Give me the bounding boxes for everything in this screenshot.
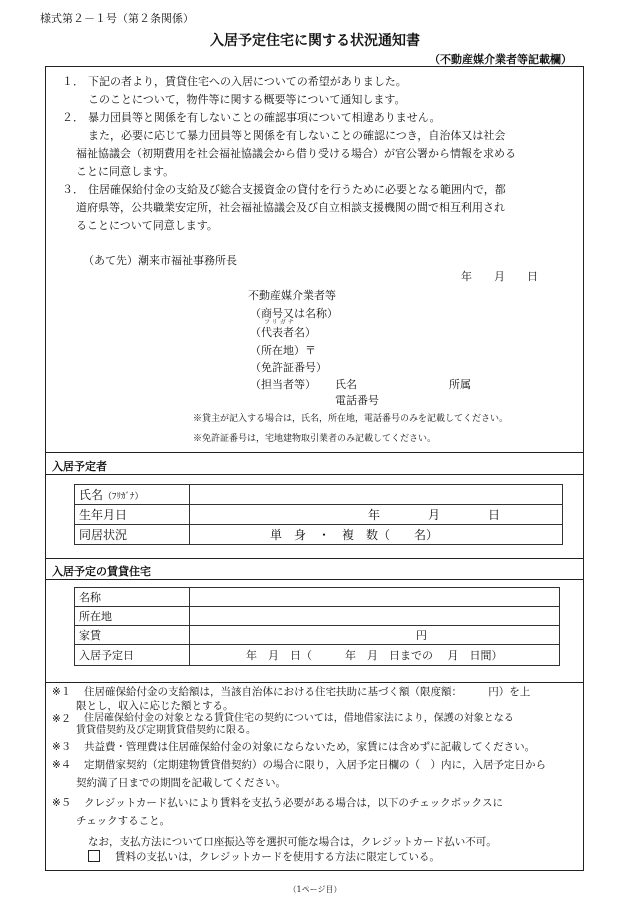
department-label: 所属 (449, 378, 471, 391)
property-name-field[interactable] (190, 588, 560, 607)
person-label: （担当者等） (250, 378, 316, 391)
dob-field[interactable]: 年 月 日 (190, 505, 563, 525)
table-row (75, 505, 563, 525)
notice-date: 年 月 日 (461, 270, 538, 283)
property-address-label: 所在地 (75, 607, 190, 626)
table-row (75, 588, 560, 607)
trade-name-label: （商号又は名称） (250, 307, 338, 320)
page-title: 入居予定住宅に関する状況通知書 (210, 33, 420, 49)
housing-heading: 入居予定の賃貸住宅 (52, 565, 151, 578)
property-address-field[interactable] (190, 607, 560, 626)
cohabitation-label: 同居状況 (75, 525, 190, 545)
page-number: （1ページ目） (288, 885, 342, 894)
credit-card-note: なお，支払方法について口座振込等を選択可能な場合は，クレジットカード払い不可。 (88, 836, 497, 848)
resident-name-field[interactable] (190, 485, 563, 505)
representative-label: （代表者名） (250, 326, 316, 339)
credit-card-checkbox-label: 賃料の支払いは，クレジットカードを使用する方法に限定している。 (115, 851, 440, 863)
furigana-label: フリガナ (264, 319, 296, 326)
credit-card-checkbox[interactable] (88, 850, 100, 862)
location-label: （所在地）〒 (250, 344, 316, 357)
table-row (75, 525, 563, 545)
phone-label: 電話番号 (335, 394, 379, 407)
table-row (75, 626, 560, 645)
divider (45, 474, 584, 475)
addressee: （あて先）潮来市福祉事務所長 (83, 254, 237, 267)
divider (45, 682, 584, 683)
form-number: 様式第２－１号（第２条関係） (40, 12, 194, 25)
resident-name-label: 氏名（ﾌﾘｶﾞﾅ） (75, 485, 190, 505)
cohabitation-field[interactable]: 単 身 ・ 複 数（ 名） (190, 525, 563, 545)
table-row (75, 485, 563, 505)
person-name-label: 氏名 (335, 378, 357, 391)
resident-heading: 入居予定者 (52, 460, 107, 473)
divider (45, 579, 584, 580)
agent-heading: 不動産媒介業者等 (248, 289, 336, 302)
table-row (75, 607, 560, 626)
divider (45, 558, 584, 559)
form-subtitle: （不動産媒介業者等記載欄） (429, 53, 572, 66)
move-in-date-field[interactable]: 年 月 日（ 年 月 日までの 月 日間） (190, 645, 560, 666)
move-in-date-label: 入居予定日 (75, 645, 190, 666)
resident-table (74, 484, 563, 545)
dob-label: 生年月日 (75, 505, 190, 525)
lessor-note: ※貸主が記入する場合は，氏名，所在地，電話番号のみを記載してください。 (193, 414, 509, 424)
housing-table (74, 587, 560, 666)
property-name-label: 名称 (75, 588, 190, 607)
license-label: （免許証番号） (250, 361, 327, 374)
table-row (75, 645, 560, 666)
rent-field[interactable]: 円 (190, 626, 560, 645)
divider (45, 452, 584, 453)
license-note: ※免許証番号は，宅地建物取引業者のみ記載してください。 (193, 434, 437, 444)
rent-label: 家賃 (75, 626, 190, 645)
